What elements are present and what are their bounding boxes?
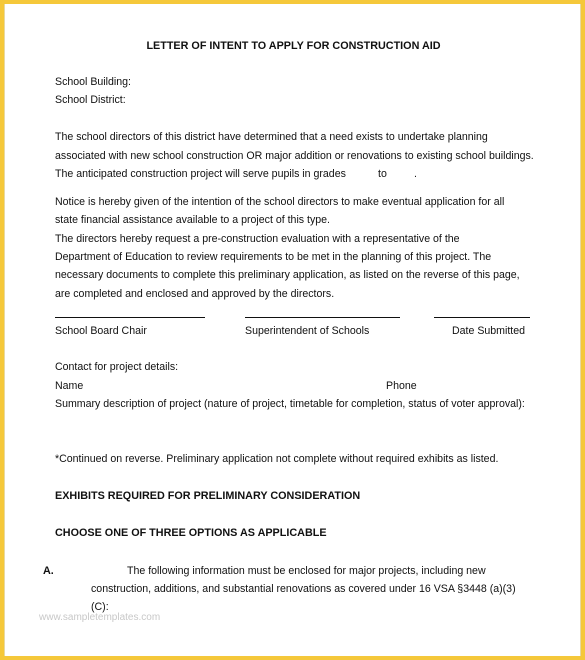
para2-line6: are completed and enclosed and approved by the directors. xyxy=(55,288,335,300)
option-a-line2: construction, additions, and substantial renovations as covered under 16 VSA §3448 (a)(3) xyxy=(91,583,516,595)
contact-phone-label: Phone xyxy=(386,380,417,392)
continued-note: *Continued on reverse. Preliminary application not complete without required exhibits as listed. xyxy=(55,453,499,465)
project-summary-label: Summary description of project (nature of project, timetable for completion, status of voter approval): xyxy=(55,398,525,410)
options-heading: CHOOSE ONE OF THREE OPTIONS AS APPLICABLE xyxy=(55,527,327,539)
option-a-line3: (C): xyxy=(91,601,109,613)
exhibits-heading: EXHIBITS REQUIRED FOR PRELIMINARY CONSIDERATION xyxy=(55,490,361,502)
para1-period: . xyxy=(414,168,417,180)
para1-line1: The school directors of this district have determined that a need exists to undertake planning xyxy=(55,131,488,143)
para2-line1: Notice is hereby given of the intention of the school directors to make eventual application for all xyxy=(55,196,505,208)
option-a-letter: A. xyxy=(43,565,54,577)
contact-heading: Contact for project details: xyxy=(55,361,179,373)
para1-grades-to: to xyxy=(378,168,387,180)
contact-name-label: Name xyxy=(55,380,84,392)
watermark: www.sampletemplates.com xyxy=(39,612,161,623)
chair-label: School Board Chair xyxy=(55,325,147,337)
para1-line3: The anticipated construction project will serve pupils in grades xyxy=(55,168,346,180)
superintendent-label: Superintendent of Schools xyxy=(245,325,370,337)
date-signature-line xyxy=(434,317,530,318)
para2-line4: Department of Education to review requirements to be met in the planning of this project. The xyxy=(55,251,492,263)
letter-title: LETTER OF INTENT TO APPLY FOR CONSTRUCTION AID xyxy=(146,40,441,52)
para2-line2: state financial assistance available to a project of this type. xyxy=(55,214,331,226)
superintendent-signature-line xyxy=(245,317,400,318)
para2-line5: necessary documents to complete this preliminary application, as listed on the reverse of this page, xyxy=(55,269,520,281)
school-building-label: School Building: xyxy=(55,76,131,88)
date-submitted-label: Date Submitted xyxy=(452,325,526,337)
chair-signature-line xyxy=(55,317,205,318)
para1-line2: associated with new school construction OR major addition or renovations to existing school buildings. xyxy=(55,150,534,162)
school-district-label: School District: xyxy=(55,94,126,106)
para2-line3: The directors hereby request a pre-construction evaluation with a representative of the xyxy=(55,233,460,245)
document-page xyxy=(4,4,581,656)
option-a-line1: The following information must be enclosed for major projects, including new xyxy=(127,565,486,577)
